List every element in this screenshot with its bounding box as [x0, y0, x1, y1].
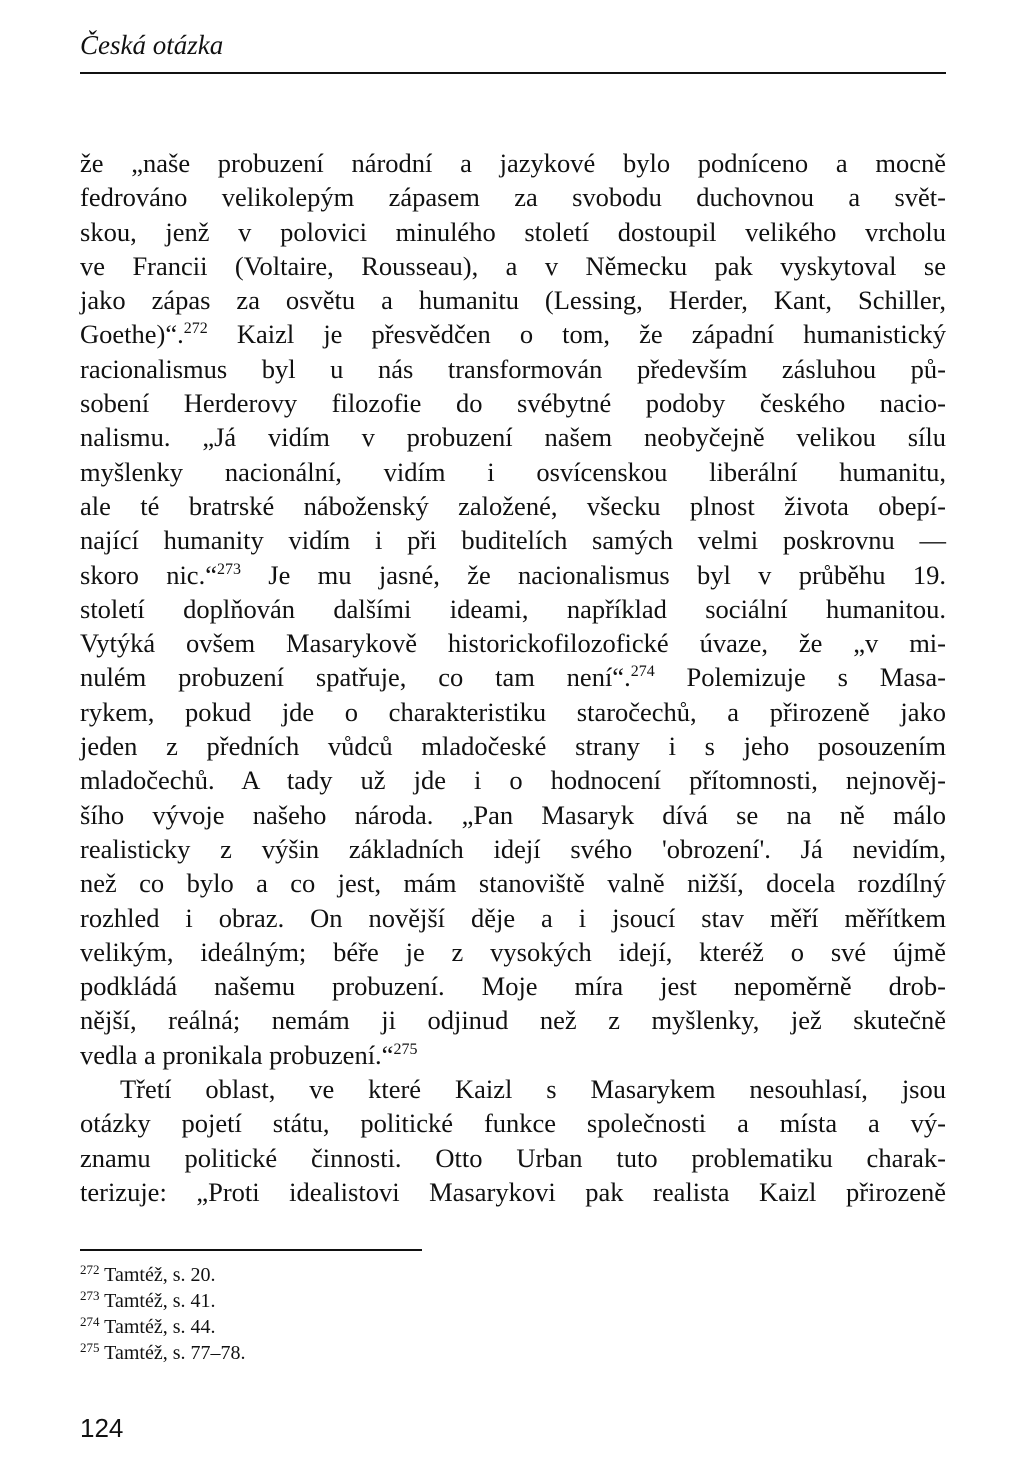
text-span: Polemizuje s Masa- [654, 662, 946, 693]
footnote-ref-274[interactable]: 274 [630, 663, 655, 681]
text-line: jeden z předních vůdců mladočeské strany i s jeho posouzením [80, 731, 946, 762]
text-line: myšlenky nacionální, vidím i osvícenskou liberální humanitu, [80, 456, 946, 487]
footnote-number: 272 [80, 1262, 100, 1277]
text-line [80, 660, 946, 694]
footnote-ref-275[interactable]: 275 [393, 1040, 418, 1058]
text-line: Třetí oblast, ve které Kaizl s Masarykem nesouhlasí, jsou [120, 1074, 946, 1105]
text-line: nající humanity vidím i při buditelích samých velmi poskrovnu — [80, 525, 946, 556]
text-line: racionalismus byl u nás transformován především zásluhou pů- [80, 353, 946, 384]
text-line: terizuje: „Proti idealistovi Masarykovi pak realista Kaizl přirozeně [80, 1176, 946, 1207]
text-line: skou, jenž v polovici minulého století dostoupil velikého vrcholu [80, 216, 946, 247]
text-line: nější, reálná; nemám ji odjinud než z myšlenky, jež skutečně [80, 1005, 946, 1036]
paragraph-2 [80, 1072, 946, 1209]
footnote-text: Tamtéž, s. 44. [104, 1316, 216, 1338]
text-line [80, 317, 946, 351]
text-line: otázky pojetí státu, politické funkce společnosti a místa a vý- [80, 1108, 946, 1139]
page-number: 124 [80, 1413, 124, 1443]
running-head-title: Česká otázka [80, 30, 224, 60]
text-line: Vytýká ovšem Masarykově historickofilozofické úvaze, že „v mi- [80, 628, 946, 659]
text-line: šího vývoje našeho národa. „Pan Masaryk dívá se na ně málo [80, 799, 946, 830]
text-line: fedrováno velikolepým zápasem za svobodu duchovnou a svět- [80, 182, 946, 213]
text-span: nulém probuzení spatřuje, co tam není“. [80, 662, 631, 693]
text-line: velikým, ideálným; béře je z vysokých idejí, kteréž o své újmě [80, 936, 946, 967]
footnote-text: Tamtéž, s. 41. [104, 1290, 216, 1312]
text-span: skoro nic.“ [80, 559, 217, 590]
footnote-275 [80, 1340, 246, 1366]
text-line [80, 558, 946, 592]
text-line: realisticky z výšin základních idejí svého 'obrození'. Já nevidím, [80, 833, 946, 864]
text-line: sobení Herderovy filozofie do svébytné podoby českého nacio- [80, 388, 946, 419]
main-text [80, 146, 946, 1209]
text-line: ve Francii (Voltaire, Rousseau), a v Německu pak vyskytoval se [80, 250, 946, 281]
text-line: podkládá našemu probuzení. Moje míra jest nepoměrně drob- [80, 971, 946, 1002]
text-line: století doplňován dalšími ideami, například sociální humanitou. [80, 593, 946, 624]
footnote-ref-273[interactable]: 273 [216, 560, 241, 578]
text-line: jako zápas za osvětu a humanitu (Lessing, Herder, Kant, Schiller, [80, 285, 946, 316]
header-rule [80, 72, 946, 74]
text-span: vedla a pronikala probuzení.“ [80, 1039, 394, 1070]
text-line: mladočechů. A tady už jde i o hodnocení přítomnosti, nejnověj- [80, 765, 946, 796]
footnote-272 [80, 1262, 246, 1288]
footnote-273 [80, 1288, 246, 1314]
text-line: rykem, pokud jde o charakteristiku staročechů, a přirozeně jako [80, 696, 946, 727]
footnote-number: 275 [80, 1340, 100, 1355]
footnotes [80, 1262, 246, 1366]
text-line: než co bylo a co jest, mám stanoviště valně nižší, docela rozdílný [80, 868, 946, 899]
text-span: Je mu jasné, že nacionalismus byl v průběhu 19. [240, 559, 946, 590]
footnote-ref-272[interactable]: 272 [183, 320, 208, 338]
text-line [80, 1038, 946, 1072]
text-line: nalismu. „Já vidím v probuzení našem neobyčejně velikou sílu [80, 422, 946, 453]
text-line: rozhled i obraz. On novější děje a i jsoucí stav měří měřítkem [80, 902, 946, 933]
footnote-text: Tamtéž, s. 77–78. [104, 1342, 246, 1364]
footnote-text: Tamtéž, s. 20. [104, 1264, 216, 1286]
footnote-number: 274 [80, 1314, 100, 1329]
footnote-274 [80, 1314, 246, 1340]
text-span: Goethe)“. [80, 319, 184, 350]
text-span: Kaizl je přesvědčen o tom, že západní humanistický [207, 319, 946, 350]
text-line: ale té bratrské náboženský založené, všecku plnost života obepí- [80, 490, 946, 521]
paragraph-1 [80, 146, 946, 1072]
footnote-number: 273 [80, 1288, 100, 1303]
text-line: že „naše probuzení národní a jazykové bylo podníceno a mocně [80, 148, 946, 178]
text-line: znamu politické činnosti. Otto Urban tuto problematiku charak- [80, 1142, 946, 1173]
footnote-rule [80, 1249, 422, 1251]
